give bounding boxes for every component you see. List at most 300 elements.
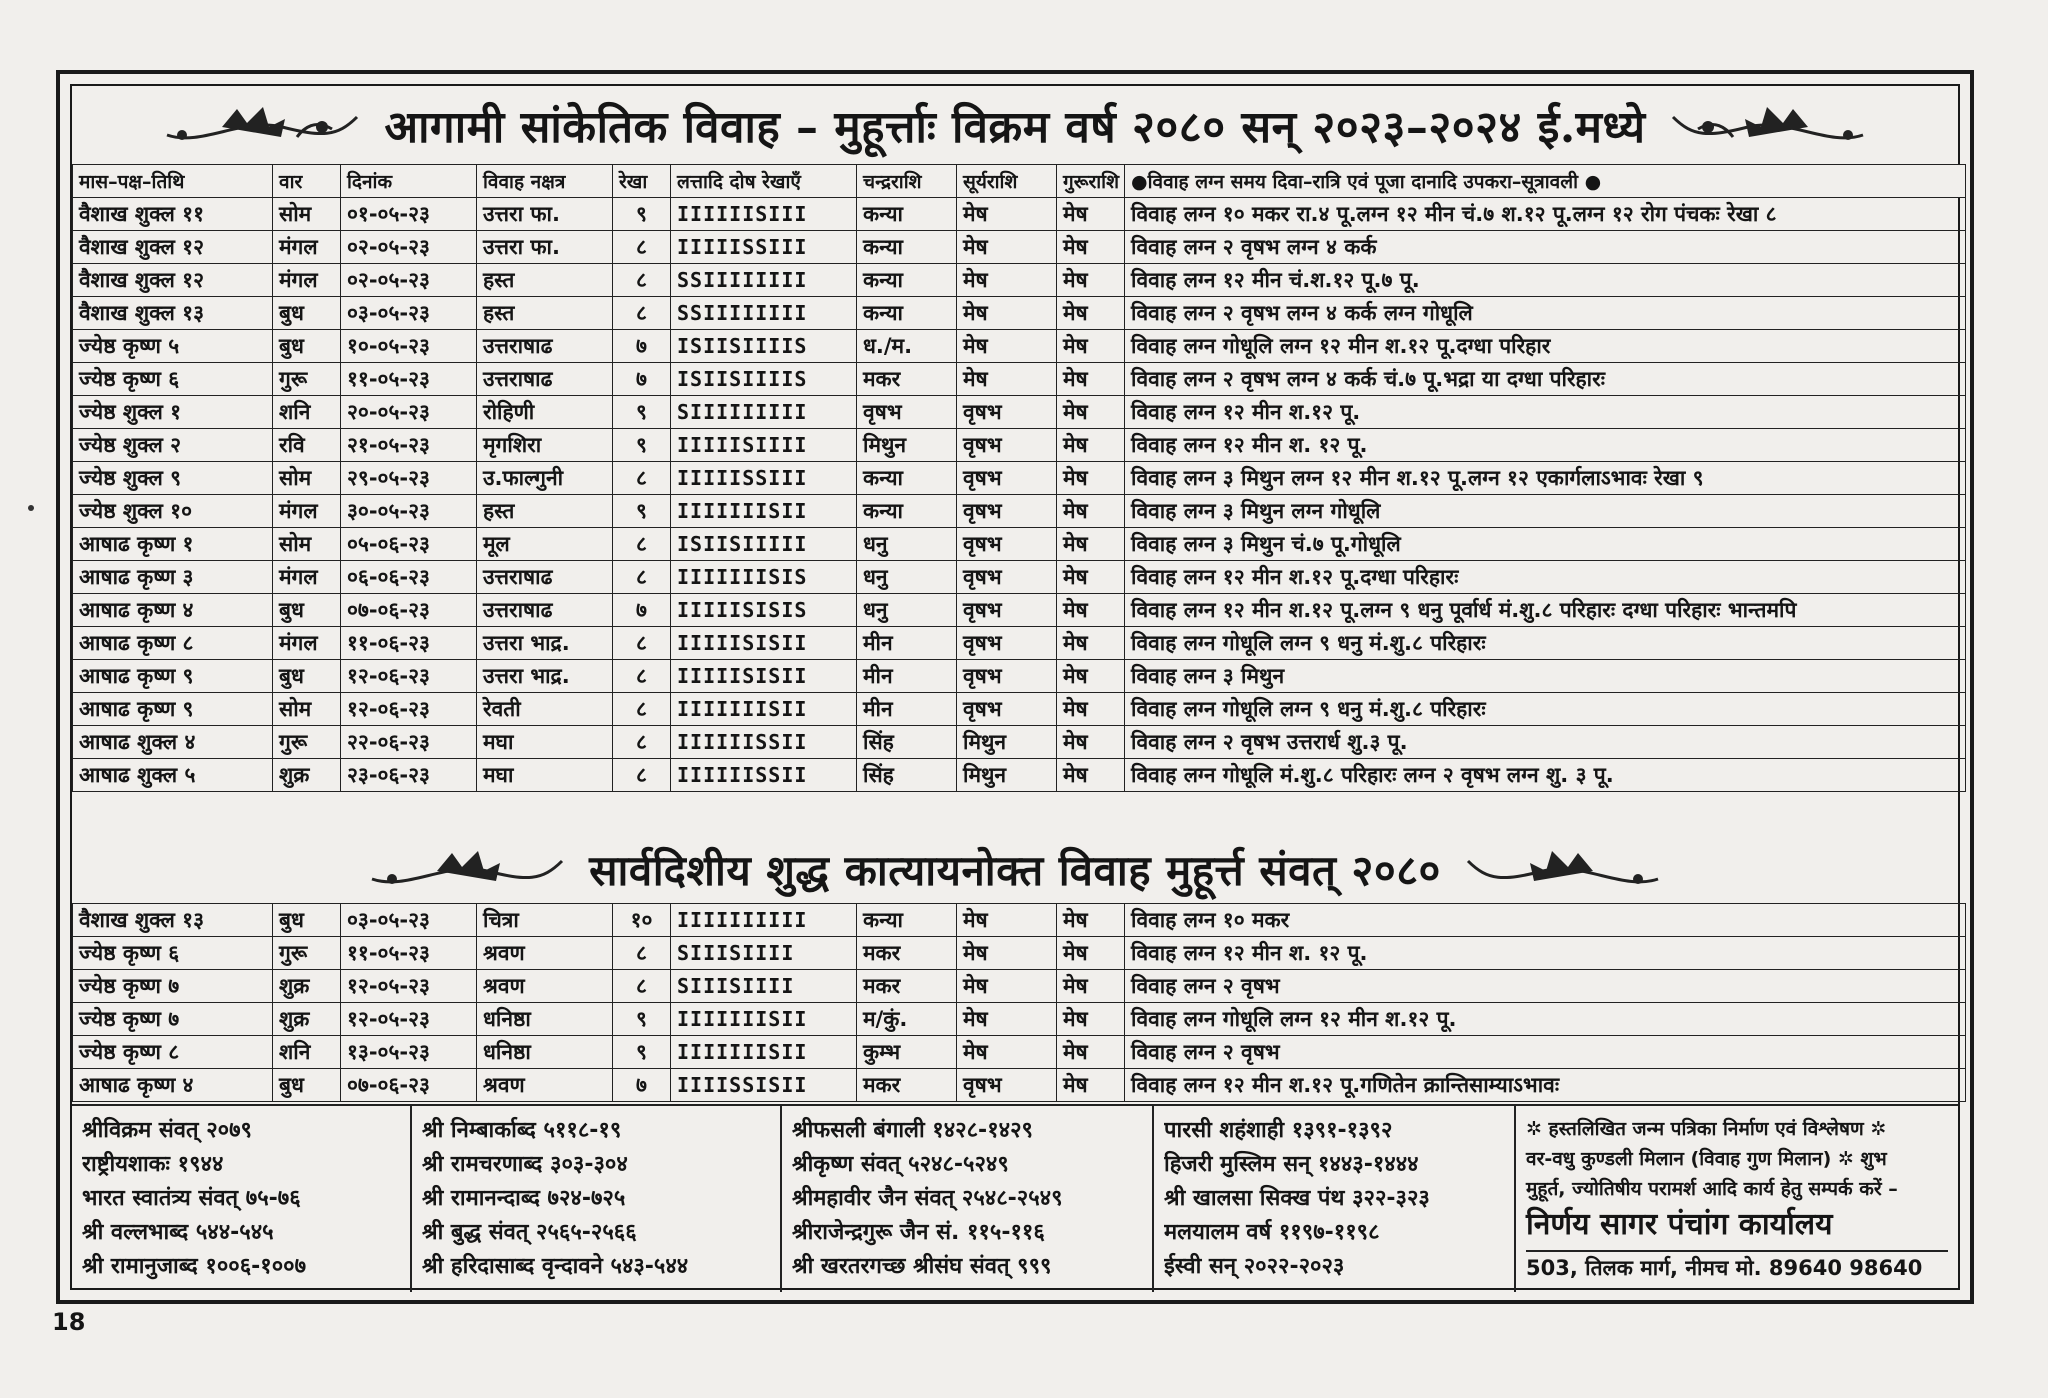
cell-jupiter-sign: मेष [1057,627,1125,660]
cell-sun-sign: वृषभ [957,528,1057,561]
cell-month: ज्येष्ठ कृष्ण ७ [73,970,273,1003]
cell-jupiter-sign: मेष [1057,970,1125,1003]
cell-dosh: IIIIIISIII [671,198,857,231]
cell-rekha: १० [613,904,671,937]
cell-month: ज्येष्ठ शुक्ल ९ [73,462,273,495]
cell-nakshatra: श्रवण [477,937,613,970]
cell-day: शुक्र [273,759,341,792]
cell-nakshatra: उत्तराषाढ [477,561,613,594]
cell-nakshatra: चित्रा [477,904,613,937]
cell-moon-sign: मकर [857,937,957,970]
cell-lagna-notes: विवाह लग्न २ वृषभ लग्न ४ कर्क लग्न गोधूलि [1125,297,1966,330]
cell-dosh: SIIISIIII [671,970,857,1003]
cell-rekha: ७ [613,1069,671,1102]
cell-date: ११-०५-२३ [341,363,477,396]
table-row [73,462,1966,495]
cell-nakshatra: श्रवण [477,1069,613,1102]
cell-moon-sign: मीन [857,693,957,726]
cell-month: ज्येष्ठ कृष्ण ५ [73,330,273,363]
cell-nakshatra: उत्तराषाढ [477,363,613,396]
era-line: श्री निम्बार्काब्द ५११८-१९ [422,1118,622,1143]
cell-dosh: IIIIIIISIS [671,561,857,594]
cell-sun-sign: वृषभ [957,396,1057,429]
cell-day: शनि [273,396,341,429]
cell-rekha: ९ [613,429,671,462]
cell-moon-sign: धनु [857,594,957,627]
cell-month: ज्येष्ठ कृष्ण ८ [73,1036,273,1069]
cell-day: गुरू [273,363,341,396]
cell-sun-sign: वृषभ [957,495,1057,528]
cell-date: १२-०६-२३ [341,693,477,726]
cell-sun-sign: वृषभ [957,693,1057,726]
cell-lagna-notes: विवाह लग्न १० मकर [1125,904,1966,937]
cell-jupiter-sign: मेष [1057,231,1125,264]
col-header-dosh: लत्तादि दोष रेखाएँ [671,165,857,198]
cell-dosh: IIIIISISIS [671,594,857,627]
table-row [73,693,1966,726]
cell-day: बुध [273,1069,341,1102]
cell-moon-sign: कन्या [857,264,957,297]
cell-dosh: IIIIIISSII [671,759,857,792]
cell-lagna-notes: विवाह लग्न १२ मीन श.१२ पू.लग्न ९ धनु पूर्वार्ध मं.शु.८ परिहारः दग्धा परिहारः भान्तमपि [1125,594,1966,627]
cell-sun-sign: मेष [957,264,1057,297]
col-header-sun-sign: सूर्यराशि [957,165,1057,198]
cell-jupiter-sign: मेष [1057,594,1125,627]
era-column-2 [412,1106,782,1292]
table-row [73,759,1966,792]
cell-moon-sign: वृषभ [857,396,957,429]
cell-lagna-notes: विवाह लग्न २ वृषभ लग्न ४ कर्क [1125,231,1966,264]
cell-dosh: SIIISIIII [671,937,857,970]
cell-dosh: IIIIISSIII [671,231,857,264]
era-line: श्रीमहावीर जैन संवत् २५४८-२५४९ [792,1186,1063,1211]
table-row [73,297,1966,330]
cell-moon-sign: सिंह [857,726,957,759]
era-line: राष्ट्रीयशाकः १९४४ [82,1152,224,1177]
cell-sun-sign: मेष [957,231,1057,264]
second-title: सार्वदिशीय शुद्ध कात्यायनोक्त विवाह मुहूर्त्त संवत् २०८० [589,845,1441,895]
cell-month: आषाढ कृष्ण ४ [73,594,273,627]
cell-jupiter-sign: मेष [1057,396,1125,429]
cell-rekha: ९ [613,1003,671,1036]
cell-jupiter-sign: मेष [1057,1036,1125,1069]
cell-day: सोम [273,693,341,726]
page-inner-frame [70,84,1960,1290]
col-header-jupiter-sign: गुरूराशि [1057,165,1125,198]
cell-moon-sign: सिंह [857,759,957,792]
table-row [73,330,1966,363]
cell-dosh: IIIIIIISII [671,1036,857,1069]
cell-rekha: ८ [613,726,671,759]
cell-nakshatra: धनिष्ठा [477,1003,613,1036]
cell-day: मंगल [273,264,341,297]
cell-dosh: IIIIIISSII [671,726,857,759]
era-line: श्रीराजेन्द्रगुरू जैन सं. ११५-११६ [792,1220,1045,1245]
cell-nakshatra: उत्तरा फा. [477,231,613,264]
cell-rekha: ८ [613,297,671,330]
cell-rekha: ८ [613,970,671,1003]
cell-date: ०७-०६-२३ [341,1069,477,1102]
era-line: श्री खालसा सिक्ख पंथ ३२२-३२३ [1164,1186,1430,1211]
col-header-day: वार [273,165,341,198]
cell-sun-sign: मेष [957,937,1057,970]
cell-date: १२-०५-२३ [341,1003,477,1036]
cell-moon-sign: कन्या [857,231,957,264]
cell-day: बुध [273,297,341,330]
cell-lagna-notes: विवाह लग्न १२ मीन श. १२ पू. [1125,429,1966,462]
cell-month: आषाढ शुक्ल ५ [73,759,273,792]
table-row [73,726,1966,759]
cell-jupiter-sign: मेष [1057,462,1125,495]
cell-date: १०-०५-२३ [341,330,477,363]
era-line: श्रीकृष्ण संवत् ५२४८-५२४९ [792,1152,1009,1177]
cell-day: गुरू [273,937,341,970]
era-line: श्री रामानन्दाब्द ७२४-७२५ [422,1186,626,1211]
cell-jupiter-sign: मेष [1057,528,1125,561]
era-line: हिजरी मुस्लिम सन् १४४३-१४४४ [1164,1152,1419,1177]
cell-jupiter-sign: मेष [1057,759,1125,792]
cell-sun-sign: मिथुन [957,759,1057,792]
cell-moon-sign: कन्या [857,495,957,528]
cell-nakshatra: रोहिणी [477,396,613,429]
table-row [73,198,1966,231]
cell-sun-sign: मिथुन [957,726,1057,759]
cell-lagna-notes: विवाह लग्न २ वृषभ [1125,1036,1966,1069]
cell-jupiter-sign: मेष [1057,495,1125,528]
cell-month: आषाढ कृष्ण ४ [73,1069,273,1102]
cell-sun-sign: मेष [957,1003,1057,1036]
cell-date: ११-०६-२३ [341,627,477,660]
cell-nakshatra: धनिष्ठा [477,1036,613,1069]
cell-day: सोम [273,462,341,495]
cell-sun-sign: वृषभ [957,660,1057,693]
cell-date: ०१-०५-२३ [341,198,477,231]
cell-lagna-notes: विवाह लग्न ३ मिथुन लग्न १२ मीन श.१२ पू.लग्न १२ एकार्गलाऽभावः रेखा ९ [1125,462,1966,495]
cell-nakshatra: मूल [477,528,613,561]
cell-dosh: SSIIIIIIII [671,297,857,330]
cell-dosh: IIIIIIISII [671,495,857,528]
cell-sun-sign: मेष [957,198,1057,231]
cell-nakshatra: उत्तरा भाद्र. [477,660,613,693]
service-line: मुहूर्त, ज्योतिषीय परामर्श आदि कार्य हेतु सम्पर्क करें – [1526,1178,1898,1200]
cell-month: ज्येष्ठ शुक्ल १ [73,396,273,429]
table-row [73,231,1966,264]
right-floral-ornament-2-icon [1463,841,1663,897]
table-row [73,904,1966,937]
cell-moon-sign: मीन [857,660,957,693]
cell-sun-sign: वृषभ [957,429,1057,462]
cell-date: ०७-०६-२३ [341,594,477,627]
cell-date: ०२-०५-२३ [341,264,477,297]
cell-dosh: IIIIISISII [671,660,857,693]
cell-nakshatra: श्रवण [477,970,613,1003]
second-title-banner [72,835,1958,903]
cell-month: वैशाख शुक्ल ११ [73,198,273,231]
cell-jupiter-sign: मेष [1057,1003,1125,1036]
cell-month: वैशाख शुक्ल १३ [73,297,273,330]
page-number: 18 [52,1308,86,1336]
cell-nakshatra: हस्त [477,264,613,297]
cell-sun-sign: मेष [957,363,1057,396]
cell-dosh: SSIIIIIIII [671,264,857,297]
era-calendar-block [72,1104,1958,1288]
cell-jupiter-sign: मेष [1057,693,1125,726]
cell-nakshatra: उत्तराषाढ [477,594,613,627]
era-line: श्री बुद्ध संवत् २५६५-२५६६ [422,1220,637,1245]
cell-month: ज्येष्ठ कृष्ण ६ [73,363,273,396]
cell-nakshatra: उत्तराषाढ [477,330,613,363]
era-column-3 [782,1106,1154,1292]
katyayana-muhurat-table [72,903,1966,1102]
cell-rekha: ७ [613,594,671,627]
era-line: मलयालम वर्ष ११९७-११९८ [1164,1220,1380,1245]
service-line: वर-वधु कुण्डली मिलान (विवाह गुण मिलान) ✲ शुभ [1526,1148,1887,1170]
cell-day: रवि [273,429,341,462]
table-row [73,660,1966,693]
cell-nakshatra: उत्तरा फा. [477,198,613,231]
cell-day: बुध [273,330,341,363]
table-row [73,1003,1966,1036]
table-row [73,429,1966,462]
cell-sun-sign: वृषभ [957,462,1057,495]
cell-rekha: ८ [613,528,671,561]
cell-moon-sign: ध./म. [857,330,957,363]
cell-rekha: ८ [613,264,671,297]
cell-dosh: IIIIISISII [671,627,857,660]
cell-lagna-notes: विवाह लग्न २ वृषभ लग्न ४ कर्क चं.७ पू.भद्रा या दग्धा परिहारः [1125,363,1966,396]
cell-sun-sign: मेष [957,970,1057,1003]
cell-moon-sign: म/कुं. [857,1003,957,1036]
cell-rekha: ८ [613,759,671,792]
cell-jupiter-sign: मेष [1057,363,1125,396]
table-row [73,528,1966,561]
era-line: श्रीविक्रम संवत् २०७९ [82,1118,252,1143]
cell-day: शुक्र [273,1003,341,1036]
cell-sun-sign: मेष [957,1036,1057,1069]
cell-moon-sign: कन्या [857,297,957,330]
col-header-rekha: रेखा [613,165,671,198]
main-title-banner [72,86,1958,164]
cell-jupiter-sign: मेष [1057,429,1125,462]
cell-date: २०-०५-२३ [341,396,477,429]
publisher-contact-box [1516,1106,1958,1292]
cell-moon-sign: मकर [857,363,957,396]
cell-dosh: IIIIIIISII [671,1003,857,1036]
cell-date: ११-०५-२३ [341,937,477,970]
era-line: श्रीफसली बंगाली १४२८-१४२९ [792,1118,1033,1143]
cell-day: सोम [273,528,341,561]
cell-day: मंगल [273,561,341,594]
cell-moon-sign: कन्या [857,462,957,495]
cell-sun-sign: वृषभ [957,627,1057,660]
cell-date: ०३-०५-२३ [341,904,477,937]
cell-nakshatra: उ.फाल्गुनी [477,462,613,495]
cell-dosh: IIIIISSIII [671,462,857,495]
era-line: भारत स्वातंत्र्य संवत् ७५-७६ [82,1186,301,1211]
cell-moon-sign: कुम्भ [857,1036,957,1069]
cell-day: बुध [273,594,341,627]
cell-date: २२-०६-२३ [341,726,477,759]
cell-day: बुध [273,660,341,693]
cell-date: २९-०५-२३ [341,462,477,495]
cell-moon-sign: मिथुन [857,429,957,462]
cell-month: आषाढ कृष्ण १ [73,528,273,561]
table-header-row [73,165,1966,198]
cell-jupiter-sign: मेष [1057,264,1125,297]
cell-moon-sign: धनु [857,561,957,594]
era-line: श्री खरतरगच्छ श्रीसंघ संवत् ९९९ [792,1254,1052,1279]
cell-sun-sign: वृषभ [957,1069,1057,1102]
cell-date: २३-०६-२३ [341,759,477,792]
cell-rekha: ९ [613,1036,671,1069]
cell-rekha: ९ [613,495,671,528]
left-floral-ornament-2-icon [367,841,567,897]
cell-dosh: ISIISIIIIS [671,330,857,363]
cell-nakshatra: मघा [477,759,613,792]
cell-lagna-notes: विवाह लग्न १२ मीन श.१२ पू.दग्धा परिहारः [1125,561,1966,594]
cell-nakshatra: रेवती [477,693,613,726]
cell-lagna-notes: विवाह लग्न ३ मिथुन [1125,660,1966,693]
cell-lagna-notes: विवाह लग्न १२ मीन श.१२ पू.गणितेन क्रान्तिसाम्याऽभावः [1125,1069,1966,1102]
cell-jupiter-sign: मेष [1057,904,1125,937]
cell-month: आषाढ कृष्ण ३ [73,561,273,594]
cell-rekha: ९ [613,198,671,231]
cell-lagna-notes: विवाह लग्न गोधूलि लग्न ९ धनु मं.शु.८ परिहारः [1125,693,1966,726]
table-row [73,561,1966,594]
cell-rekha: ८ [613,231,671,264]
table-row [73,396,1966,429]
cell-lagna-notes: विवाह लग्न ३ मिथुन चं.७ पू.गोधूलि [1125,528,1966,561]
table-row [73,627,1966,660]
cell-lagna-notes: विवाह लग्न १२ मीन चं.श.१२ पू.७ पू. [1125,264,1966,297]
cell-month: ज्येष्ठ कृष्ण ७ [73,1003,273,1036]
cell-date: २१-०५-२३ [341,429,477,462]
cell-day: मंगल [273,495,341,528]
cell-month: आषाढ कृष्ण ८ [73,627,273,660]
table-row [73,937,1966,970]
cell-nakshatra: मृगशिरा [477,429,613,462]
cell-dosh: IIIIIIISII [671,693,857,726]
cell-month: ज्येष्ठ कृष्ण ६ [73,937,273,970]
cell-dosh: SIIIIIIIII [671,396,857,429]
cell-day: मंगल [273,627,341,660]
cell-nakshatra: हस्त [477,297,613,330]
cell-dosh: ISIISIIIII [671,528,857,561]
page-frame [56,70,1974,1304]
era-line: पारसी शहंशाही १३९१-१३९२ [1164,1118,1393,1143]
cell-month: वैशाख शुक्ल १२ [73,264,273,297]
cell-lagna-notes: विवाह लग्न १२ मीन श.१२ पू. [1125,396,1966,429]
cell-moon-sign: मकर [857,1069,957,1102]
stray-dot [28,505,34,511]
publisher-address: 503, तिलक मार्ग, नीमच मो. 89640 98640 [1526,1250,1948,1284]
cell-jupiter-sign: मेष [1057,561,1125,594]
era-line: ईस्वी सन् २०२२-२०२३ [1164,1254,1345,1279]
cell-lagna-notes: विवाह लग्न गोधूलि मं.शु.८ परिहारः लग्न २ वृषभ लग्न शु. ३ पू. [1125,759,1966,792]
table-row [73,1069,1966,1102]
col-header-lagna-notes: ●विवाह लग्न समय दिवा–रात्रि एवं पूजा दानादि उपकरा–सूत्रावली ● [1125,165,1966,198]
cell-sun-sign: मेष [957,904,1057,937]
cell-rekha: ८ [613,660,671,693]
era-line: श्री वल्लभाब्द ५४४-५४५ [82,1220,274,1245]
cell-month: आषाढ शुक्ल ४ [73,726,273,759]
cell-date: ३०-०५-२३ [341,495,477,528]
upcoming-muhurat-table [72,164,1966,792]
cell-lagna-notes: विवाह लग्न १० मकर रा.४ पू.लग्न १२ मीन चं.७ श.१२ पू.लग्न १२ रोग पंचकः रेखा ८ [1125,198,1966,231]
cell-day: शनि [273,1036,341,1069]
cell-sun-sign: वृषभ [957,594,1057,627]
col-header-month: मास–पक्ष–तिथि [73,165,273,198]
cell-moon-sign: कन्या [857,198,957,231]
cell-day: गुरू [273,726,341,759]
cell-lagna-notes: विवाह लग्न २ वृषभ उत्तरार्ध शु.३ पू. [1125,726,1966,759]
cell-jupiter-sign: मेष [1057,937,1125,970]
cell-jupiter-sign: मेष [1057,297,1125,330]
era-column-1 [72,1106,412,1292]
cell-date: ०६-०६-२३ [341,561,477,594]
publisher-name: निर्णय सागर पंचांग कार्यालय [1526,1207,1833,1242]
cell-jupiter-sign: मेष [1057,198,1125,231]
cell-date: ०२-०५-२३ [341,231,477,264]
cell-jupiter-sign: मेष [1057,1069,1125,1102]
cell-moon-sign: कन्या [857,904,957,937]
cell-rekha: ८ [613,561,671,594]
cell-rekha: ८ [613,627,671,660]
left-floral-ornament-icon [162,97,362,153]
cell-sun-sign: वृषभ [957,561,1057,594]
cell-dosh: IIIISSISII [671,1069,857,1102]
cell-lagna-notes: विवाह लग्न गोधूलि लग्न १२ मीन श.१२ पू.दग्धा परिहार [1125,330,1966,363]
cell-rekha: ९ [613,396,671,429]
cell-dosh: IIIIISIIII [671,429,857,462]
cell-rekha: ७ [613,330,671,363]
right-floral-ornament-icon [1668,97,1868,153]
cell-jupiter-sign: मेष [1057,330,1125,363]
cell-month: वैशाख शुक्ल १२ [73,231,273,264]
cell-lagna-notes: विवाह लग्न गोधूलि लग्न ९ धनु मं.शु.८ परिहारः [1125,627,1966,660]
cell-rekha: ८ [613,462,671,495]
cell-day: मंगल [273,231,341,264]
cell-day: शुक्र [273,970,341,1003]
cell-sun-sign: मेष [957,330,1057,363]
cell-lagna-notes: विवाह लग्न ३ मिथुन लग्न गोधूलि [1125,495,1966,528]
era-line: श्री हरिदासाब्द वृन्दावने ५४३-५४४ [422,1254,689,1279]
cell-dosh: ISIISIIIIS [671,363,857,396]
cell-date: ०३-०५-२३ [341,297,477,330]
cell-month: ज्येष्ठ शुक्ल २ [73,429,273,462]
cell-date: १२-०६-२३ [341,660,477,693]
cell-day: सोम [273,198,341,231]
cell-month: वैशाख शुक्ल १३ [73,904,273,937]
cell-moon-sign: मीन [857,627,957,660]
cell-date: १२-०५-२३ [341,970,477,1003]
cell-lagna-notes: विवाह लग्न २ वृषभ [1125,970,1966,1003]
cell-moon-sign: मकर [857,970,957,1003]
era-column-4 [1154,1106,1516,1292]
era-line: श्री रामचरणाब्द ३०३-३०४ [422,1152,628,1177]
table-row [73,1036,1966,1069]
table-row [73,264,1966,297]
cell-jupiter-sign: मेष [1057,726,1125,759]
service-line: ✲ हस्तलिखित जन्म पत्रिका निर्माण एवं विश्लेषण ✲ [1526,1118,1887,1140]
table-row [73,363,1966,396]
table-row [73,495,1966,528]
cell-lagna-notes: विवाह लग्न १२ मीन श. १२ पू. [1125,937,1966,970]
cell-date: १३-०५-२३ [341,1036,477,1069]
col-header-moon-sign: चन्द्रराशि [857,165,957,198]
cell-dosh: IIIIIIIIII [671,904,857,937]
cell-lagna-notes: विवाह लग्न गोधूलि लग्न १२ मीन श.१२ पू. [1125,1003,1966,1036]
